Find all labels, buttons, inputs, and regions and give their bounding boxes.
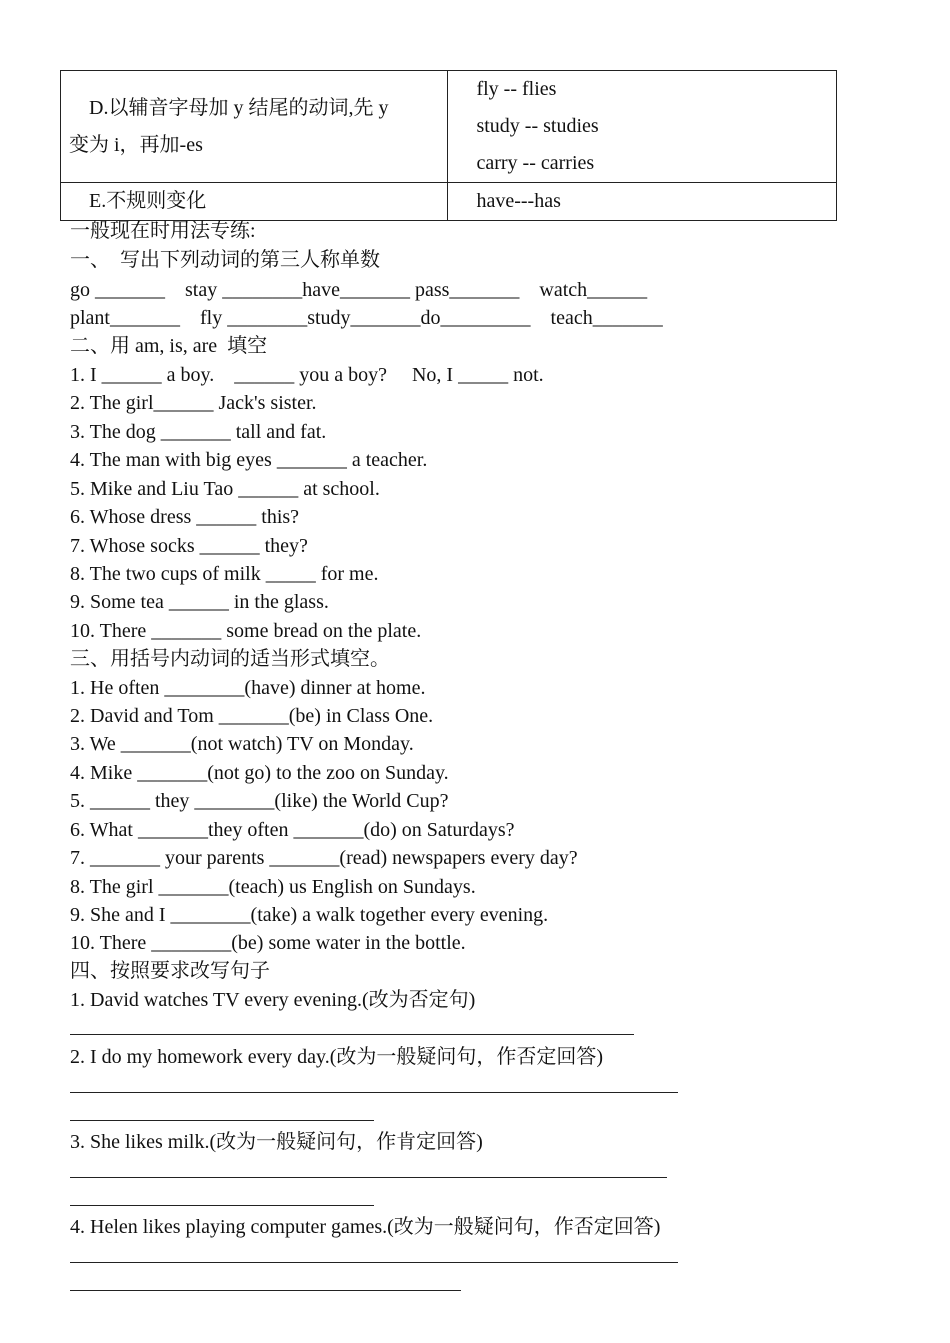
section-heading: 一、 写出下列动词的第三人称单数 bbox=[70, 249, 380, 271]
exercise-line: go _______ stay ________have_______ pass_______ watch______ bbox=[70, 279, 648, 301]
answer-line bbox=[70, 1262, 678, 1263]
exercise-item: 5. Mike and Liu Tao ______ at school. bbox=[70, 478, 380, 500]
exercise-item: 6. Whose dress ______ this? bbox=[70, 506, 300, 528]
exercise-item: 4. Helen likes playing computer games.(改为一般疑问句，作否定回答) bbox=[70, 1216, 661, 1238]
exercise-item: 1. David watches TV every evening.(改为否定句) bbox=[70, 989, 476, 1011]
exercise-item: 7. _______ your parents _______(read) newspapers every day? bbox=[70, 847, 578, 869]
exercise-item: 10. There _______ some bread on the plate. bbox=[70, 620, 422, 642]
example-text: have---has bbox=[476, 190, 561, 212]
answer-line bbox=[70, 1092, 678, 1093]
exercise-item: 2. David and Tom _______(be) in Class One. bbox=[70, 705, 434, 727]
exercise-item: 9. She and I ________(take) a walk together every evening. bbox=[70, 904, 549, 926]
exercise-item: 7. Whose socks ______ they? bbox=[70, 535, 308, 557]
exercise-item: 8. The two cups of milk _____ for me. bbox=[70, 563, 379, 585]
exercise-item: 3. We _______(not watch) TV on Monday. bbox=[70, 733, 414, 755]
section-heading: 三、用括号内动词的适当形式填空。 bbox=[70, 648, 390, 670]
example-cell bbox=[448, 71, 837, 183]
exercise-item: 5. ______ they ________(like) the World Cup? bbox=[70, 790, 449, 812]
rule-cell bbox=[61, 183, 448, 221]
rule-cell bbox=[61, 71, 448, 183]
exercise-item: 10. There ________(be) some water in the bottle. bbox=[70, 932, 466, 954]
table-row bbox=[61, 183, 837, 221]
section-heading: 四、按照要求改写句子 bbox=[70, 960, 270, 982]
answer-line bbox=[70, 1120, 374, 1121]
section-heading: 二、用 am, is, are 填空 bbox=[70, 335, 268, 357]
exercise-item: 4. The man with big eyes _______ a teacher. bbox=[70, 449, 428, 471]
rule-text: E.不规则变化 bbox=[89, 190, 207, 212]
example-text: fly -- flies bbox=[476, 78, 557, 100]
rules-table bbox=[60, 70, 837, 221]
example-text: carry -- carries bbox=[476, 152, 595, 174]
answer-line bbox=[70, 1177, 667, 1178]
exercise-item: 2. I do my homework every day.(改为一般疑问句，作否定回答) bbox=[70, 1046, 604, 1068]
exercise-item: 6. What _______they often _______(do) on Saturdays? bbox=[70, 819, 515, 841]
exercise-item: 1. I ______ a boy. ______ you a boy? No, I _____ not. bbox=[70, 364, 544, 386]
exercise-item: 2. The girl______ Jack's sister. bbox=[70, 392, 317, 414]
example-text: study -- studies bbox=[476, 115, 599, 137]
answer-line bbox=[70, 1205, 374, 1206]
exercise-item: 9. Some tea ______ in the glass. bbox=[70, 591, 329, 613]
exercise-item: 1. He often ________(have) dinner at home. bbox=[70, 677, 426, 699]
answer-line bbox=[70, 1290, 461, 1291]
rule-text: D.以辅音字母加 y 结尾的动词,先 y bbox=[89, 96, 389, 119]
exercise-item: 4. Mike _______(not go) to the zoo on Sunday. bbox=[70, 762, 449, 784]
table-row bbox=[61, 71, 837, 183]
exercise-line: plant_______ fly ________study_______do_________ teach_______ bbox=[70, 307, 663, 329]
exercise-item: 3. The dog _______ tall and fat. bbox=[70, 421, 327, 443]
exercise-item: 8. The girl _______(teach) us English on Sundays. bbox=[70, 876, 476, 898]
answer-line bbox=[70, 1034, 634, 1035]
example-cell bbox=[448, 183, 837, 221]
rule-text: 变为 i，再加-es bbox=[69, 133, 203, 156]
page-title: 一般现在时用法专练: bbox=[70, 220, 256, 242]
exercise-item: 3. She likes milk.(改为一般疑问句，作肯定回答) bbox=[70, 1131, 483, 1153]
